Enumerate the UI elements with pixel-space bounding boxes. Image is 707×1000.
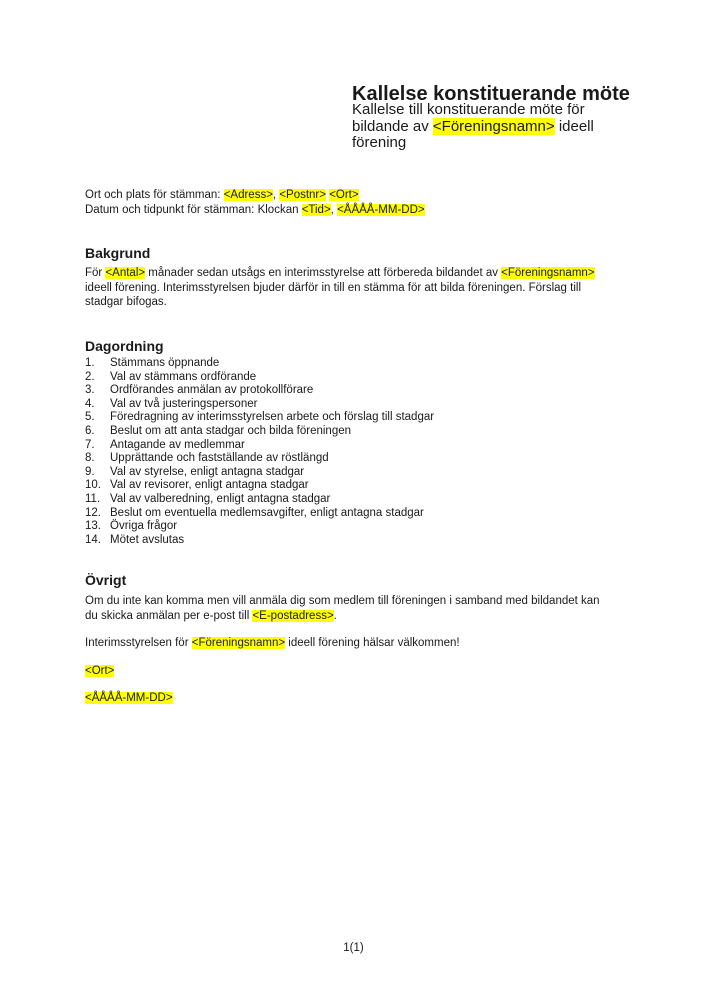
meeting-place-line [85,188,425,203]
agenda-item-number: 8. [85,452,95,465]
placeholder-highlight: <ÅÅÅÅ-MM-DD> [85,692,173,704]
placeholder-highlight: <Föreningsnamn> [191,637,286,649]
agenda-item-number: 14. [85,533,101,546]
document-title: Kallelse konstituerande möte [352,83,630,105]
agenda-item-text: Val av två justeringspersoner [110,397,258,410]
signature-ort [85,664,114,679]
placeholder-highlight: <Föreningsnamn> [432,117,555,135]
ovrigt-paragraph [85,594,645,623]
agenda-item-number: 5. [85,411,95,424]
agenda-item [85,520,434,534]
text-run: månader sedan utsågs en interimsstyrelse att förbereda bildandet av [145,267,502,279]
agenda-item [85,507,434,521]
agenda-item-text: Val av valberedning, enligt antagna stadgar [110,492,331,505]
placeholder-highlight: <Föreningsnamn> [501,267,595,279]
text-run: Ort och plats för stämman: [85,189,224,201]
section-heading-ovrigt: Övrigt [85,572,127,588]
agenda-item [85,384,434,398]
text-run: ideell förening. Interimsstyrelsen bjuder därför in till en stämma för att bilda föreningen. Förslag till [85,281,582,294]
text-run: du skicka anmälan per e-post till [85,609,253,622]
text-run: ideell förening hälsar välkommen! [285,637,460,649]
text-run: stadgar bifogas. [85,296,167,309]
placeholder-highlight: <ÅÅÅÅ-MM-DD> [337,203,425,216]
section-heading-bakgrund: Bakgrund [85,245,151,261]
document-subtitle [352,102,652,152]
agenda-item-text: Ordförandes anmälan av protokollförare [110,384,314,397]
text-run: . [333,609,337,622]
placeholder-highlight: <Antal> [105,267,146,279]
agenda-item [85,439,434,453]
section-heading-dagordning: Dagordning [85,338,164,354]
agenda-item-text: Upprättande och fastställande av röstlängd [110,452,329,465]
agenda-item-text: Övriga frågor [110,520,178,533]
text-run: Datum och tidpunkt för stämman: Klockan [85,203,302,216]
meeting-datetime-line [85,203,425,218]
placeholder-highlight: <E-postadress> [252,609,334,622]
agenda-item-text: Val av revisorer, enligt antagna stadgar [110,479,309,492]
agenda-item-number: 6. [85,424,95,437]
agenda-item-number: 10. [85,479,101,492]
welcome-line [85,636,460,651]
placeholder-highlight: <Adress> [223,189,273,201]
text-run: För [85,267,106,279]
agenda-item [85,371,434,385]
agenda-item-text: Stämmans öppnande [110,357,220,369]
agenda-item-number: 4. [85,397,95,410]
agenda-item [85,452,434,466]
agenda-item [85,425,434,439]
agenda-item-number: 13. [85,520,101,533]
meeting-meta-block [85,188,425,217]
agenda-item [85,534,434,548]
bakgrund-paragraph [85,266,645,310]
agenda-item [85,466,434,480]
agenda-item [85,411,434,425]
text-run: Om du inte kan komma men vill anmäla dig som medlem till föreningen i samband med bildandet kan [85,595,600,607]
agenda-item-text: Beslut om eventuella medlemsavgifter, enligt antagna stadgar [110,506,424,519]
agenda-item-text: Antagande av medlemmar [110,438,245,451]
agenda-item-text: Föredragning av interimsstyrelsen arbete och förslag till stadgar [110,411,435,424]
text-run: ideell [554,117,594,135]
agenda-item-number: 12. [85,506,101,519]
agenda-item-text: Mötet avslutas [110,533,185,546]
agenda-item [85,357,434,371]
agenda-item-number: 9. [85,465,95,478]
page-number: 1(1) [343,942,364,954]
agenda-item [85,398,434,412]
agenda-item-text: Val av styrelse, enligt antagna stadgar [110,465,305,478]
signature-date [85,691,173,706]
text-run: , [272,189,280,201]
agenda-item-number: 11. [85,492,101,505]
agenda-item-text: Beslut om att anta stadgar och bilda föreningen [110,424,352,437]
agenda-item [85,479,434,493]
text-run: bildande av [352,117,433,135]
agenda-item-number: 2. [85,370,95,383]
placeholder-highlight: <Ort> [329,189,359,201]
text-run: , [330,203,338,216]
text-run: Interimsstyrelsen för [85,637,192,649]
placeholder-highlight: <Ort> [85,665,115,677]
agenda-item-number: 1. [85,357,95,369]
agenda-item-number: 7. [85,438,95,451]
text-run: förening [352,134,407,151]
agenda-item-text: Val av stämmans ordförande [110,370,257,383]
agenda-item-number: 3. [85,384,95,397]
text-run: Kallelse till konstituerande möte för [352,101,585,118]
placeholder-highlight: <Tid> [301,203,331,216]
agenda-item [85,493,434,507]
placeholder-highlight: <Postnr> [279,189,326,201]
agenda-list [85,357,434,547]
